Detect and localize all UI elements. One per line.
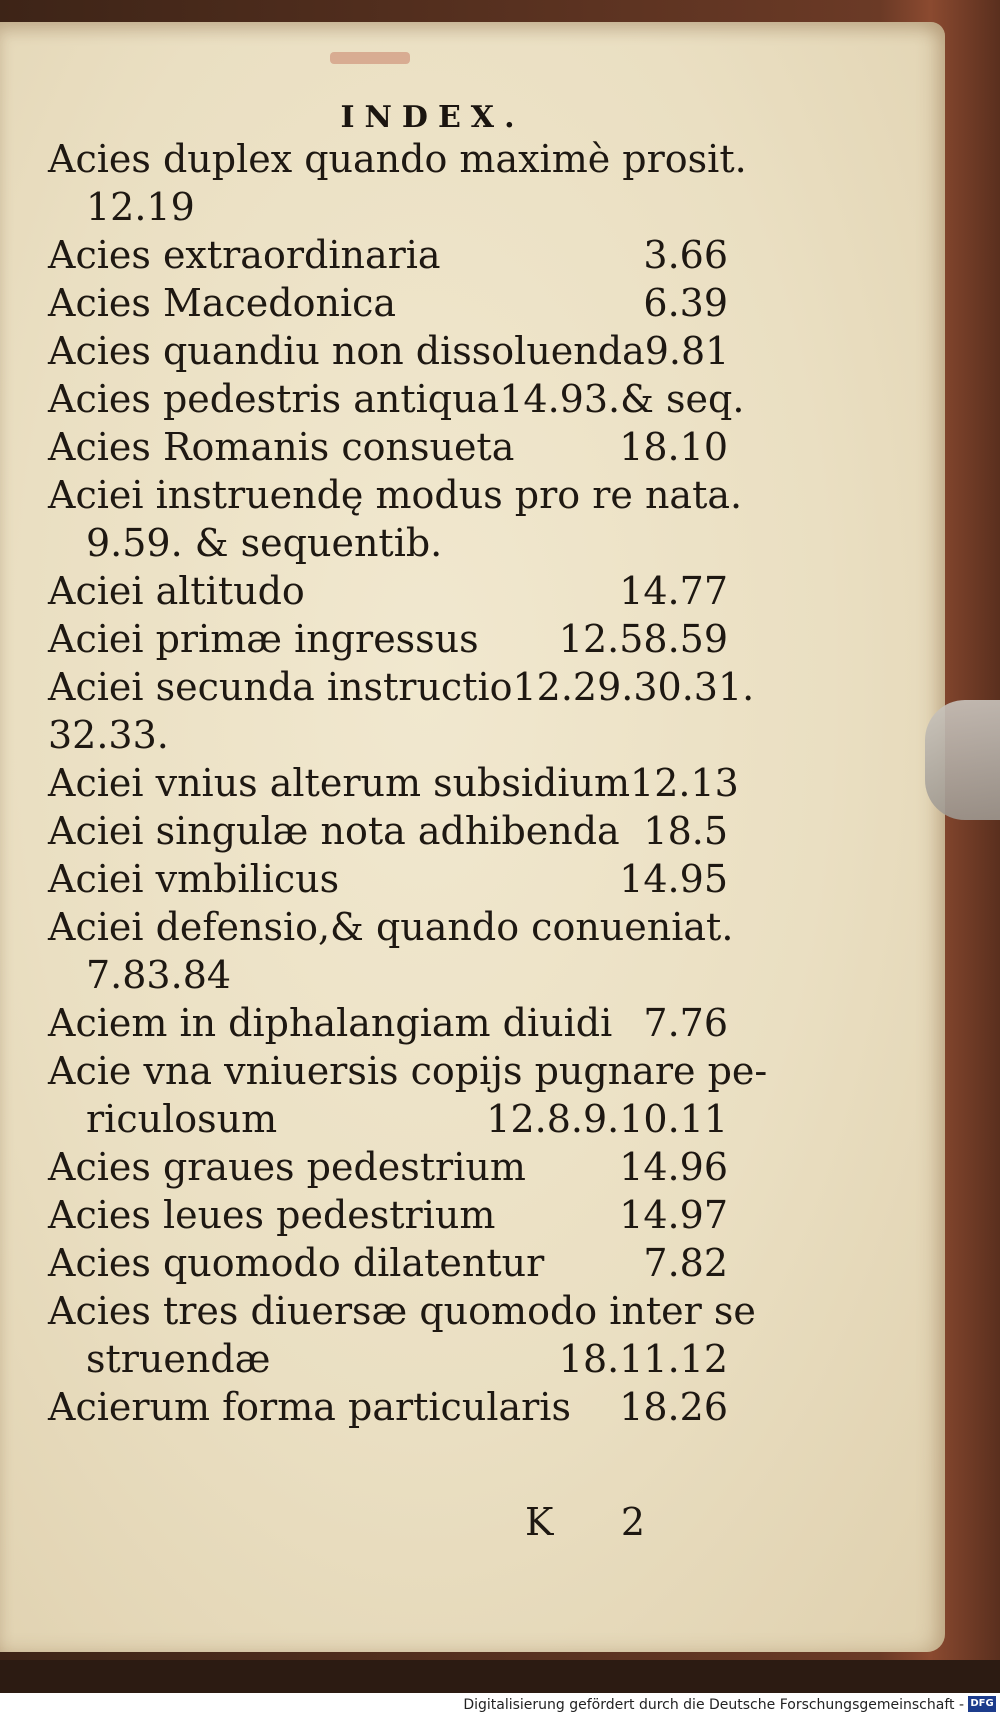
entry-heading: 7.83.84: [86, 953, 232, 997]
entry-reference: 14.77: [619, 569, 728, 613]
index-entry: [48, 1191, 728, 1239]
entry-heading: Acies duplex quando maximè prosit.: [48, 137, 747, 181]
index-entry: [48, 279, 728, 327]
entry-heading: 12.19: [86, 185, 195, 229]
entry-heading: Aciem in diphalangiam diuidi: [48, 1001, 613, 1045]
entry-reference: 14.93.& seq.: [499, 377, 745, 421]
entry-heading: Acies quandiu non dissoluenda: [48, 329, 645, 373]
index-entry: [48, 519, 728, 567]
index-entry: [48, 1095, 728, 1143]
index-entry: [48, 615, 728, 663]
index-entry: [48, 327, 728, 375]
index-entry: [48, 807, 728, 855]
entry-heading: Acies graues pedestrium: [48, 1145, 526, 1189]
index-entries: [48, 135, 768, 1431]
entry-reference: 14.95: [619, 857, 728, 901]
entry-heading: Aciei instruendę modus pro re nata.: [48, 473, 743, 517]
index-entry: [48, 1335, 728, 1383]
entry-reference: 14.96: [619, 1145, 728, 1189]
entry-reference: 18.10: [619, 425, 728, 469]
index-entry: [48, 951, 728, 999]
entry-heading: Acierum forma particularis: [48, 1385, 571, 1429]
entry-heading: Acies Romanis consueta: [48, 425, 515, 469]
index-entry: [48, 1383, 728, 1431]
entry-heading: Aciei vnius alterum subsidium: [48, 761, 631, 805]
index-entry: [48, 1287, 756, 1335]
credit-text: Digitalisierung gefördert durch die Deutsche Forschungsgemeinschaft -: [463, 1697, 964, 1713]
page-number: 2: [620, 1500, 645, 1544]
index-entry: [48, 903, 734, 951]
entry-reference: 7.76: [643, 1001, 728, 1045]
entry-heading: Acies leues pedestrium: [48, 1193, 496, 1237]
entry-heading: struendæ: [86, 1337, 271, 1381]
entry-heading: Aciei secunda instructio: [48, 665, 513, 709]
entry-heading: Acies quomodo dilatentur: [48, 1241, 545, 1285]
page-clip: [925, 700, 1000, 820]
entry-reference: 14.97: [619, 1193, 728, 1237]
index-entry: [48, 1143, 728, 1191]
entry-reference: 12.29.30.31.: [512, 665, 755, 709]
page-stain: [330, 52, 410, 64]
entry-heading: 9.59. & sequentib.: [86, 521, 443, 565]
page-footer: [525, 1500, 645, 1544]
index-entry: [48, 183, 728, 231]
index-entry: [48, 423, 728, 471]
entry-heading: Acies pedestris antiqua: [48, 377, 500, 421]
entry-heading: Aciei singulæ nota adhibenda: [48, 809, 620, 853]
entry-heading: Aciei altitudo: [48, 569, 305, 613]
entry-reference: 18.5: [643, 809, 728, 853]
index-entry: [48, 1239, 728, 1287]
index-entry: [48, 567, 728, 615]
entry-heading: 32.33.: [48, 713, 169, 757]
index-entry: [48, 1047, 768, 1095]
index-entry: [48, 759, 739, 807]
entry-heading: Acies tres diuersæ quomodo inter se: [48, 1289, 756, 1333]
entry-heading: Aciei primæ ingressus: [48, 617, 479, 661]
entry-heading: Aciei vmbilicus: [48, 857, 340, 901]
entry-heading: Acies extraordinaria: [48, 233, 441, 277]
entry-reference: 3.66: [643, 233, 728, 277]
dfg-logo: DFG: [968, 1696, 996, 1712]
index-entry: [48, 471, 743, 519]
index-entry: [48, 711, 728, 759]
index-entry: [48, 135, 747, 183]
entry-heading: Acies Macedonica: [48, 281, 397, 325]
index-entry: [48, 663, 755, 711]
entry-reference: 6.39: [643, 281, 728, 325]
entry-heading: riculosum: [86, 1097, 278, 1141]
index-entry: [48, 375, 745, 423]
entry-reference: 7.82: [643, 1241, 728, 1285]
entry-reference: 12.58.59: [558, 617, 728, 661]
page-header: INDEX.: [340, 100, 525, 135]
entry-heading: Acie vna vniuersis copijs pugnare pe-: [48, 1049, 768, 1093]
index-entry: [48, 999, 728, 1047]
entry-reference: 18.26: [619, 1385, 728, 1429]
signature-mark: K: [525, 1500, 554, 1544]
entry-reference: 9.81: [644, 329, 730, 373]
entry-heading: Aciei defensio,& quando conueniat.: [48, 905, 734, 949]
entry-reference: 12.13: [630, 761, 739, 805]
entry-reference: 12.8.9.10.11: [486, 1097, 728, 1141]
index-entry: [48, 231, 728, 279]
index-entry: [48, 855, 728, 903]
entry-reference: 18.11.12: [558, 1337, 728, 1381]
